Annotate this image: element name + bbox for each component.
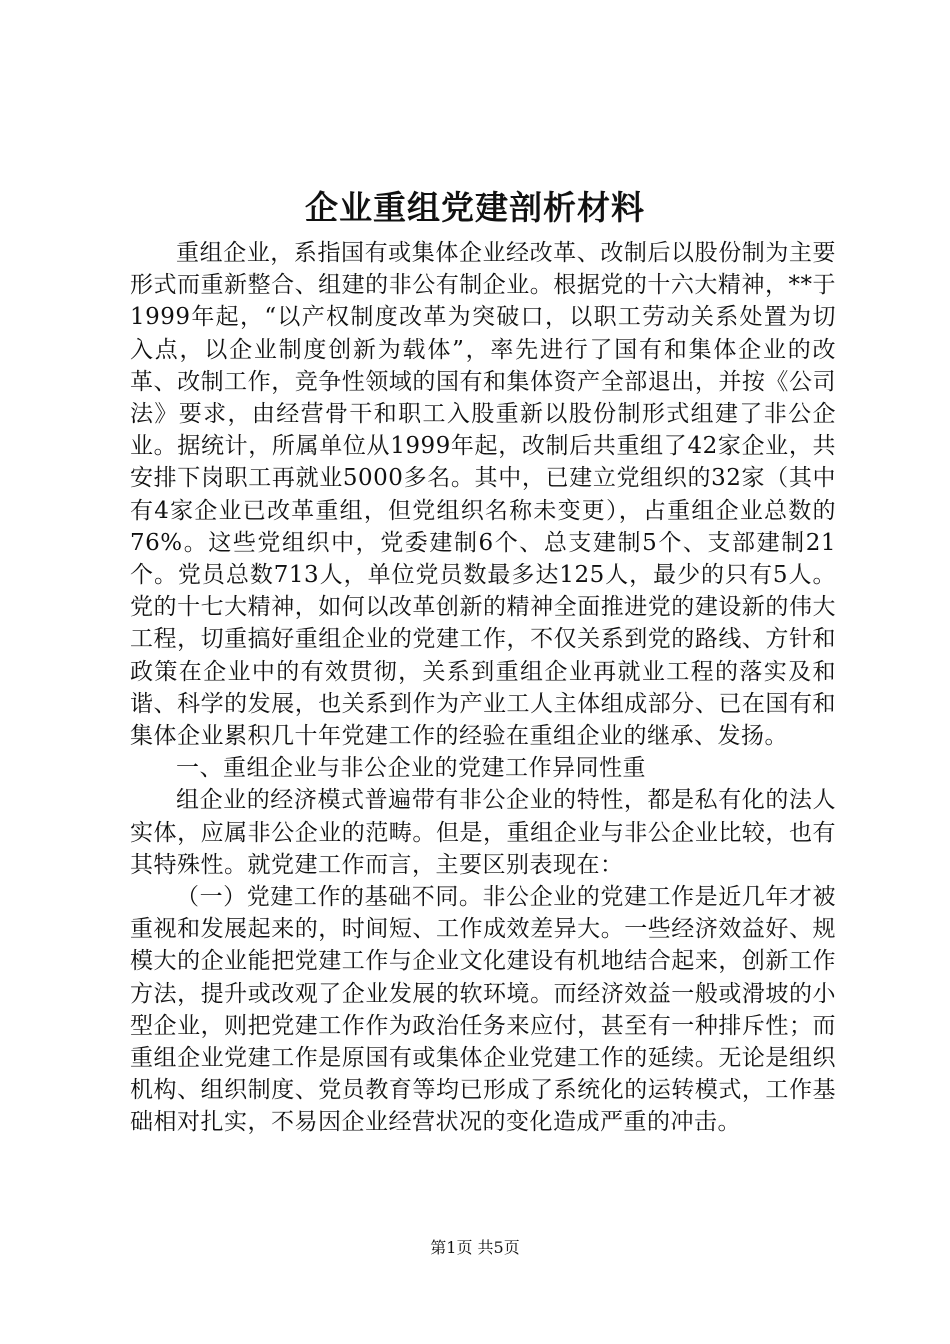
document-title: 企业重组党建剖析材料: [305, 188, 645, 227]
body-paragraph: （一）党建工作的基础不同。非公企业的党建工作是近几年才被重视和发展起来的，时间短、工作成效差异大。一些经济效益好、规模大的企业能把党建工作与企业文化建设有机地结合起来，创新工作方法，提升或改观了企业发展的软环境。而经济效益一般或滑坡的小型企业，则把党建工作作为政治任务来应付，甚至有一种排斥性；而重组企业党建工作是原国有或集体企业党建工作的延续。无论是组织机构、组织制度、党员教育等均已形成了系统化的运转模式，工作基础相对扎实，不易因企业经营状况的变化造成严重的冲击。: [130, 884, 836, 1136]
intro-paragraph: 重组企业，系指国有或集体企业经改革、改制后以股份制为主要形式而重新整合、组建的非公有制企业。根据党的十六大精神，**于1999年起，“以产权制度改革为突破口，以职工劳动关系处置为切入点，以企业制度创新为载体”，率先进行了国有和集体企业的改革、改制工作，竞争性领域的国有和集体资产全部退出，并按《公司法》要求，由经营骨干和职工入股重新以股份制形式组建了非公企业。据统计，所属单位从1999年起，改制后共重组了42家企业，共安排下岗职工再就业5000多名。其中，已建立党组织的32家（其中有4家企业已改革重组，但党组织名称未变更），占重组企业总数的76%。这些党组织中，党委建制6个、总支建制5个、支部建制21个。党员总数713人，单位党员数最多达125人，最少的只有5人。党的十七大精神，如何以改革创新的精神全面推进党的建设新的伟大工程，切重搞好重组企业的党建工作，不仅关系到党的路线、方针和政策在企业中的有效贯彻，关系到重组企业再就业工程的落实及和谐、科学的发展，也关系到作为产业工人主体组成部分、已在国有和集体企业累积几十年党建工作的经验在重组企业的继承、发扬。: [130, 240, 836, 750]
document-body: [130, 237, 836, 1139]
page-number: 第1页 共5页: [430, 1238, 520, 1257]
body-paragraph: 组企业的经济模式普遍带有非公企业的特性，都是私有化的法人实体，应属非公企业的范畴。但是，重组企业与非公企业比较，也有其特殊性。就党建工作而言，主要区别表现在：: [130, 787, 836, 878]
section-heading: 一、重组企业与非公企业的党建工作异同性重: [176, 755, 646, 782]
